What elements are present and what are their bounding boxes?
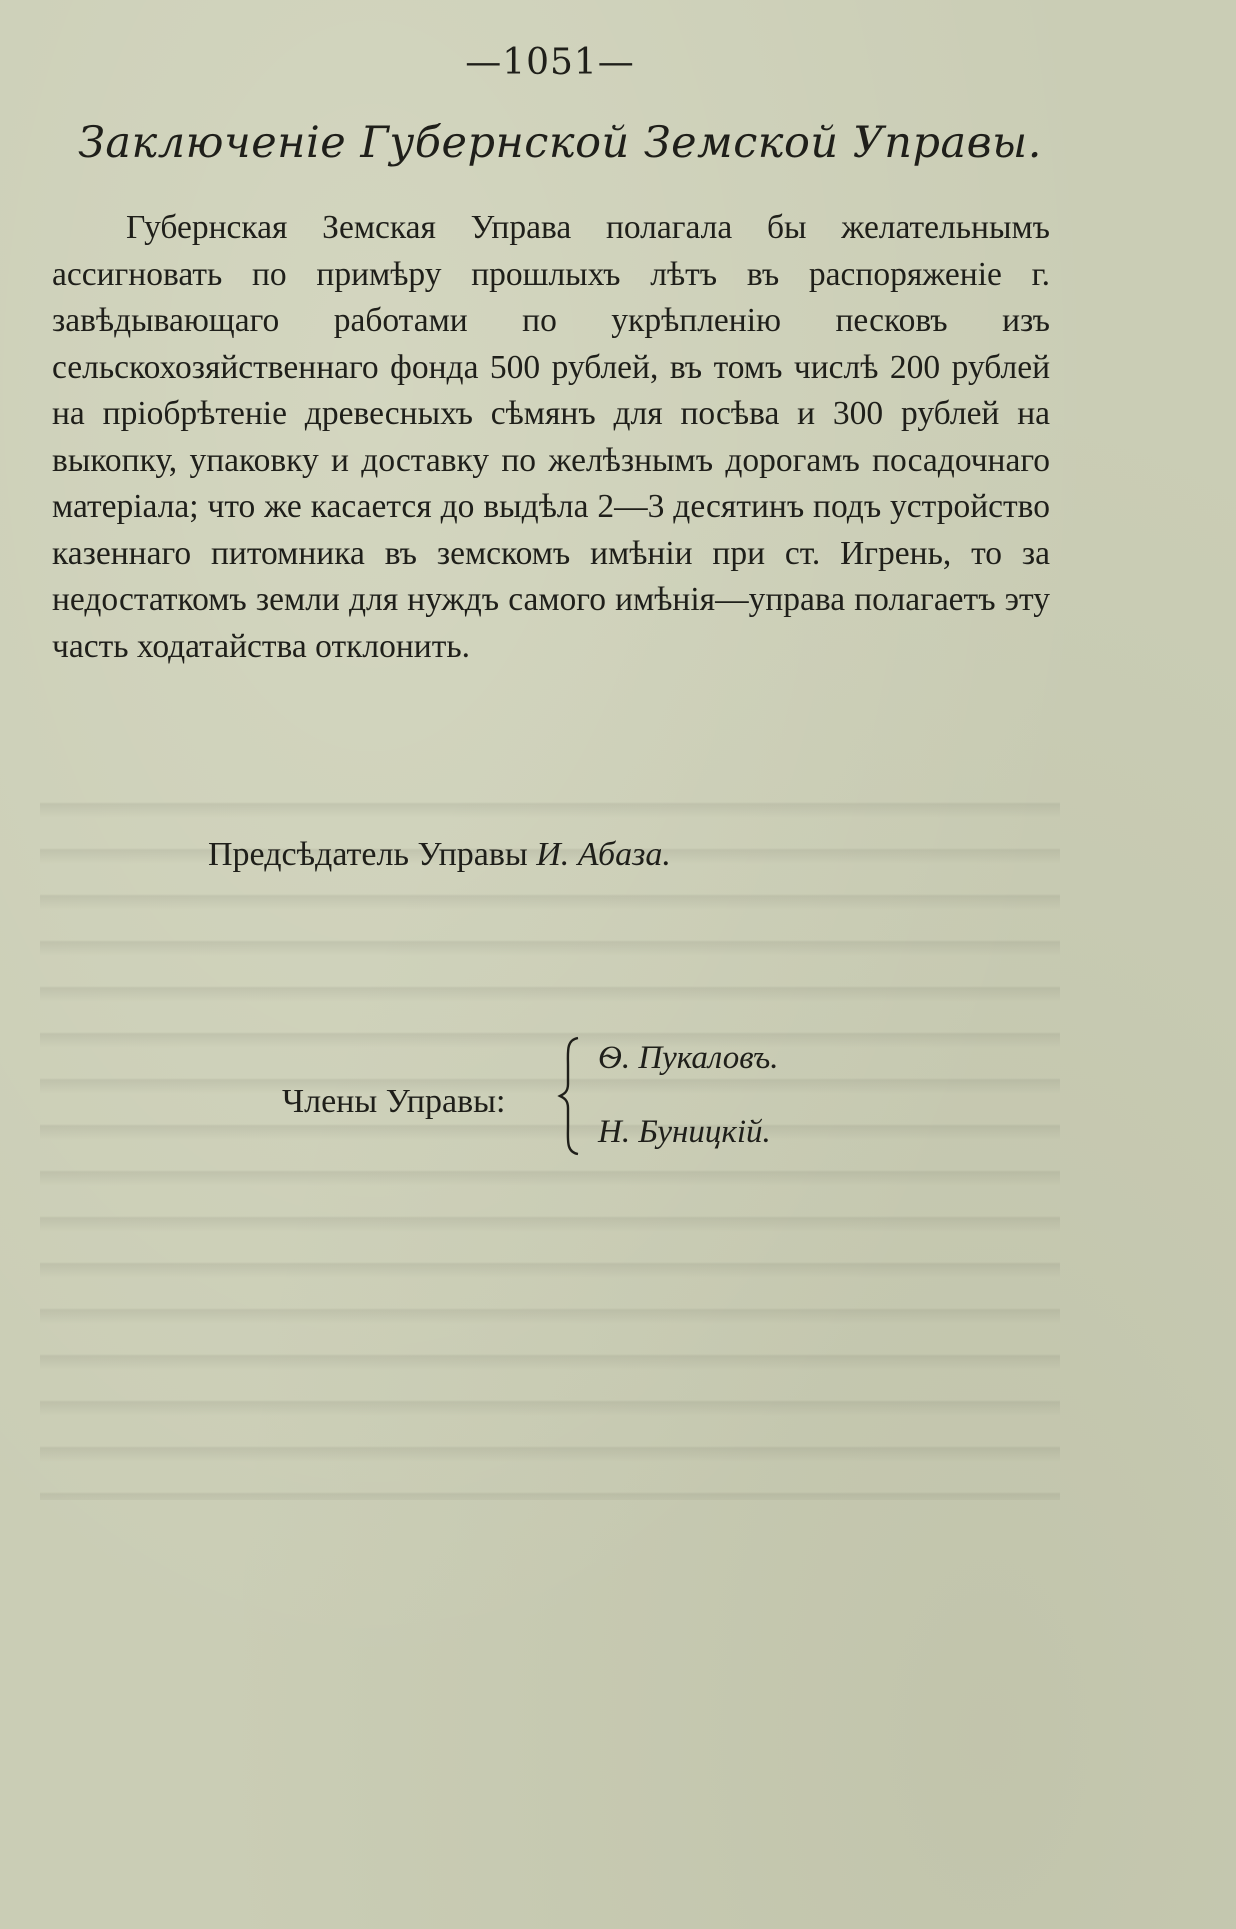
chairman-title: Предсѣдатель Управы [208, 836, 528, 873]
body-paragraph: Губернская Земская Управа полагала бы желательнымъ ассигновать по примѣру прошлыхъ лѣтъ въ распоряженіе г. завѣдывающаго работами по укрѣпленію песковъ изъ сельскохозяйственнаго фонда 500 рублей, въ томъ числѣ 200 рублей на пріобрѣтеніе древесныхъ сѣмянъ для посѣва и 300 рублей на выкопку, упаковку и доставку по желѣзнымъ дорогамъ посадочнаго матеріала; что же касается до выдѣла 2—3 десятинъ подъ устройство казеннаго питомника въ земскомъ имѣніи при ст. Игрень, то за недостаткомъ земли для нуждъ самого имѣнія—управа полагаетъ эту часть ходатайства отклонить. [52, 209, 1050, 665]
curly-brace-icon [556, 1036, 586, 1156]
member-signature-2: Н. Буницкій. [598, 1114, 771, 1150]
page-number: —1051— [465, 42, 635, 83]
member-signature-1: Ѳ. Пукаловъ. [598, 1040, 779, 1076]
bleed-through-texture [40, 780, 1060, 1500]
members-label: Члены Управы: [282, 1083, 506, 1120]
chairman-signature-line [208, 836, 671, 874]
chairman-name: И. Абаза. [536, 836, 671, 873]
section-heading: Заключеніе Губернской Земской Управы. [78, 118, 1042, 168]
